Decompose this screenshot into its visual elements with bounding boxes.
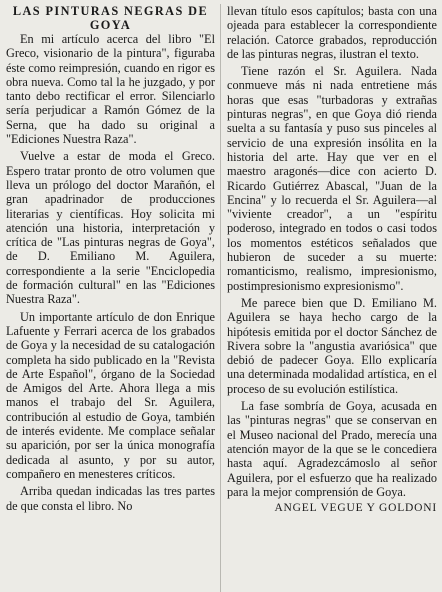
paragraph: Me parece bien que D. Emiliano M. Aguilera se haya hecho cargo de la hipótesis emitida por el doctor Sánchez de Rivera sobre la "angustia avariósica" que debió de padecer Goya. Ello explicaría una determinada modalidad artística, en el proceso de su evolución estilística. — [227, 295, 437, 396]
paragraph: La fase sombría de Goya, acusada en las "pinturas negras" que se conservan en el Museo nacional del Prado, merecía una atención mayor de la que se le concediera hasta aquí. Agradezcámoslo al señor Aguilera, por el esfuerzo que ha realizado para la mejor comprensión de Goya. — [227, 399, 437, 499]
left-column — [2, 4, 220, 592]
paragraph: Un importante artículo de don Enrique Lafuente y Ferrari acerca de los grabados de Goya y la necesidad de su catalogación completa ha sido publicado en la "Revista de Arte Español", órgano de la Sociedad de Amigos del Arte. Ahora llega a mis manos el trabajo del Sr. Aguilera, contribución al estudio de Goya, también de interés evidente. Me complace señalar su aparición, por ser la única monografía dedicada al asunto, y por su autor, compañero en menesteres críticos. — [6, 309, 215, 481]
paragraph: En mi artículo acerca del libro "El Greco, visionario de la pintura", figuraba éste como reimpresión, cuando en rigor es obra nueva. Como tal la he juzgado, y por tanto debo rectificar el error. Silenciarlo sería perjudicar a Ramón Gómez de la Serna, que ha dado su original a "Ediciones Nuestra Raza". — [6, 32, 215, 147]
author-signature: ANGEL VEGUE Y GOLDONI — [274, 502, 437, 515]
paragraph: Vuelve a estar de moda el Greco. Espero tratar pronto de otro volumen que lleva un prólogo del doctor Marañón, el gran apadrinador de producciones literarias y científicas. Hoy solicita mi atención una historia, interpretación y crítica de "Las pinturas negras de Goya", de D. Emiliano M. Aguilera, correspondiente a la serie "Enciclopedia de formación cultural" en las "Ediciones Nuestra Raza". — [6, 149, 215, 307]
article-title: LAS PINTURAS NEGRAS DE GOYA — [12, 4, 209, 32]
paragraph-continuation: llevan título esos capítulos; basta con una ojeada para establecer la correspondiente relación. Catorce grabados, reproducción de las pinturas negras, ilustran el texto. — [227, 4, 437, 61]
paragraph: Tiene razón el Sr. Aguilera. Nada conmueve más ni nada entretiene más horas que esas "turbadoras y extrañas pinturas negras", en que Goya dió rienda suelta a su fantasía y puso sus pinceles al servicio de una expresión insólita en la historia del arte. Hay que ver en el maestro aragonés—dice con acierto D. Ricardo Gutiérrez Abascal, "Juan de la Encina" y lo recuerda el Sr. Aguilera—al "viviente creador", a un "espíritu poderoso, integrado en todos o casi todos los momentos estéticos señalados que hubieron de suceder a su muerte: romanticismo, realismo, impresionismo, postimpresionismo expresionismo". — [227, 64, 437, 293]
paragraph: Arriba quedan indicadas las tres partes de que consta el libro. No — [6, 484, 215, 513]
right-column — [220, 4, 440, 592]
